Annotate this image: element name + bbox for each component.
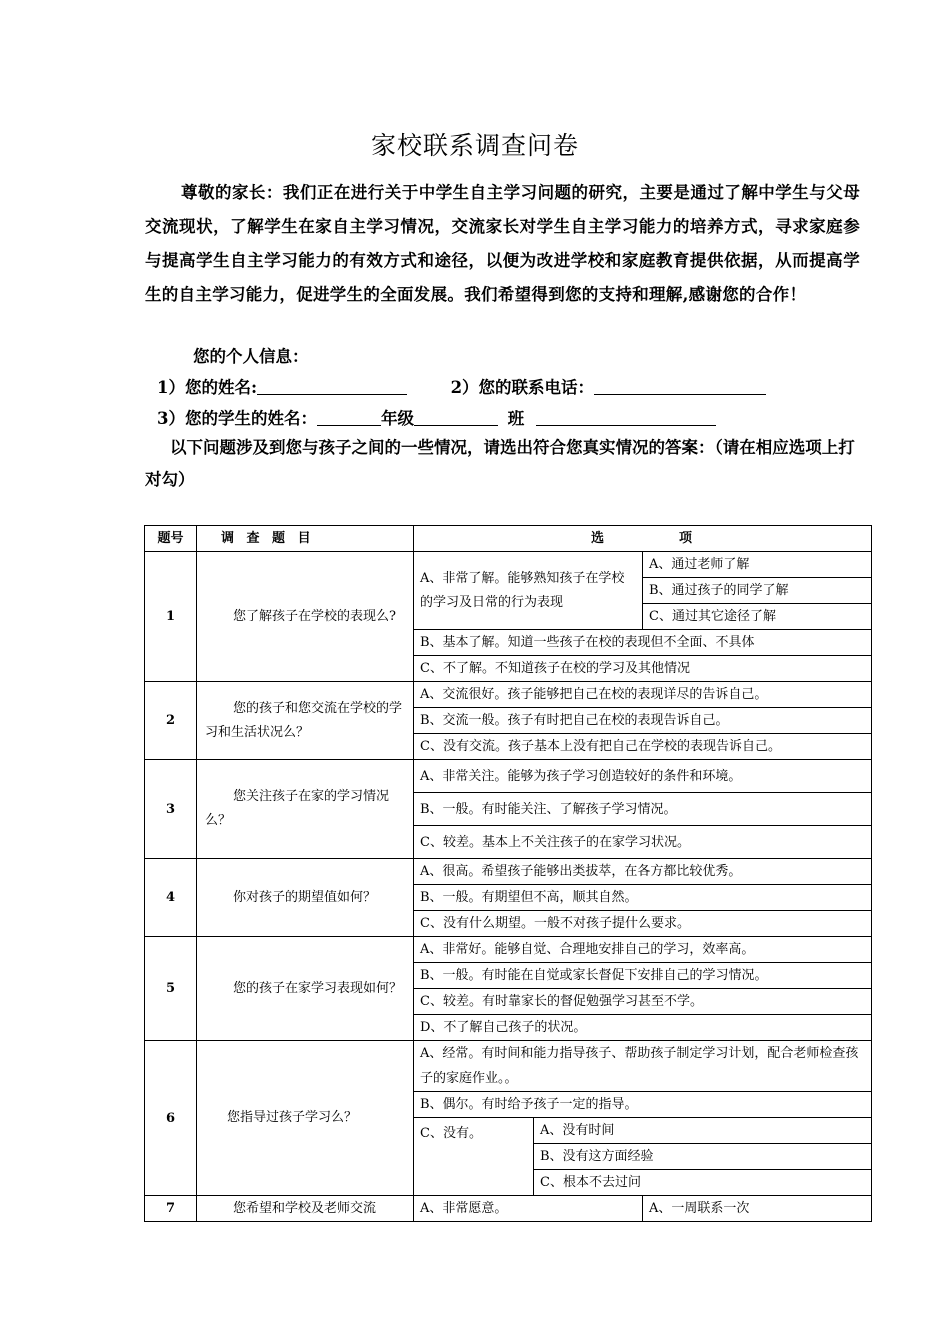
name-label: 1）您的姓名:	[157, 378, 258, 397]
student-name-blank[interactable]	[317, 409, 381, 426]
q7-option-a[interactable]: A、非常愿意。	[414, 1196, 643, 1222]
q1-option-a-sub[interactable]: A、通过老师了解	[643, 552, 872, 578]
q5-option[interactable]: A、非常好。能够自觉、合理地安排自己的学习，效率高。	[414, 937, 872, 963]
q4-num: 4	[145, 859, 197, 937]
q6-option-b[interactable]: B、偶尔。有时给予孩子一定的指导。	[414, 1092, 872, 1118]
q5-num: 5	[145, 937, 197, 1041]
student-name-label: 3）您的学生的姓名：	[157, 409, 317, 428]
q7-question: 您希望和学校及老师交流	[197, 1196, 414, 1222]
phone-label: 2）您的联系电话：	[450, 378, 595, 397]
q6-option-c[interactable]: C、没有。	[414, 1118, 534, 1196]
q5-option[interactable]: C、较差。有时靠家长的督促勉强学习甚至不学。	[414, 989, 872, 1015]
table-header-row	[145, 526, 872, 552]
q1-num: 1	[145, 552, 197, 682]
name-row	[157, 374, 766, 398]
personal-info-heading: 您的个人信息：	[193, 347, 309, 366]
student-row	[157, 405, 716, 429]
q2-num: 2	[145, 682, 197, 760]
q3-num: 3	[145, 760, 197, 859]
q6-num: 6	[145, 1041, 197, 1196]
q4-question: 你对孩子的期望值如何？	[197, 859, 414, 937]
q6-option-a[interactable]: A、经常。有时间和能力指导孩子、帮助孩子制定学习计划，配合老师检查孩子的家庭作业。。	[414, 1041, 872, 1092]
q6-option-c-sub[interactable]: B、没有这方面经验	[534, 1144, 872, 1170]
q3-option[interactable]: A、非常关注。能够为孩子学习创造较好的条件和环境。	[414, 760, 872, 793]
q5-option[interactable]: D、不了解自己孩子的状况。	[414, 1015, 872, 1041]
survey-table	[144, 525, 872, 1222]
intro-paragraph: 尊敬的家长：我们正在进行关于中学生自主学习问题的研究，主要是通过了解中学生与父母交流现状，了解学生在家自主学习情况，交流家长对学生自主学习能力的培养方式，寻求家庭参与提高学生自主学习能力的有效方式和途径，以便为改进学校和家庭教育提供依据，从而提高学生的自主学习能力，促进学生的全面发展。我们希望得到您的支持和理解,感谢您的合作！	[145, 183, 860, 304]
q1-option-a-sub[interactable]: B、通过孩子的同学了解	[643, 578, 872, 604]
q5-option[interactable]: B、一般。有时能在自觉或家长督促下安排自己的学习情况。	[414, 963, 872, 989]
q1-option-a-sub[interactable]: C、通过其它途径了解	[643, 604, 872, 630]
q3-question: 您关注孩子在家的学习情况么？	[197, 760, 414, 859]
phone-blank[interactable]	[594, 378, 766, 395]
q2-option[interactable]: A、交流很好。孩子能够把自己在校的表现详尽的告诉自己。	[414, 682, 872, 708]
q4-option[interactable]: B、一般。有期望但不高，顺其自然。	[414, 885, 872, 911]
q6-question: 您指导过孩子学习么？	[197, 1041, 414, 1196]
q2-option[interactable]: C、没有交流。孩子基本上没有把自己在学校的表现告诉自己。	[414, 734, 872, 760]
q6-option-c-sub[interactable]: C、根本不去过问	[534, 1170, 872, 1196]
q1-option-b[interactable]: B、基本了解。知道一些孩子在校的表现但不全面、不具体	[414, 630, 872, 656]
header-num: 题号	[145, 526, 197, 552]
q4-option[interactable]: A、很高。希望孩子能够出类拔萃，在各方都比较优秀。	[414, 859, 872, 885]
grade-label: 年级	[380, 409, 414, 428]
q2-question: 您的孩子和您交流在学校的学习和生活状况么？	[197, 682, 414, 760]
q7-num: 7	[145, 1196, 197, 1222]
class-label: 班	[507, 409, 525, 428]
q3-option[interactable]: C、较差。基本上不关注孩子的在家学习状况。	[414, 826, 872, 859]
header-opt-1: 选	[590, 531, 606, 546]
q2-option[interactable]: B、交流一般。孩子有时把自己在校的表现告诉自己。	[414, 708, 872, 734]
q7-option-a-sub[interactable]: A、一周联系一次	[643, 1196, 872, 1222]
q5-question: 您的孩子在家学习表现如何？	[197, 937, 414, 1041]
header-question: 调 查 题 目	[197, 526, 414, 552]
page-title: 家校联系调查问卷	[370, 131, 579, 160]
q4-option[interactable]: C、没有什么期望。一般不对孩子提什么要求。	[414, 911, 872, 937]
name-blank[interactable]	[257, 378, 407, 395]
q3-option[interactable]: B、一般。有时能关注、了解孩子学习情况。	[414, 793, 872, 826]
grade-blank[interactable]	[414, 409, 498, 426]
q1-question: 您了解孩子在学校的表现么?	[197, 552, 414, 682]
header-opt-2: 项	[678, 531, 694, 546]
q1-option-a[interactable]: A、非常了解。能够熟知孩子在学校的学习及日常的行为表现	[414, 552, 643, 630]
class-blank[interactable]	[536, 409, 716, 426]
q6-option-c-sub[interactable]: A、没有时间	[534, 1118, 872, 1144]
instruction-text: 以下问题涉及到您与孩子之间的一些情况，请选出符合您真实情况的答案：（请在相应选项上打对勾）	[145, 438, 855, 489]
header-options	[414, 526, 872, 552]
q1-option-c[interactable]: C、不了解。不知道孩子在校的学习及其他情况	[414, 656, 872, 682]
